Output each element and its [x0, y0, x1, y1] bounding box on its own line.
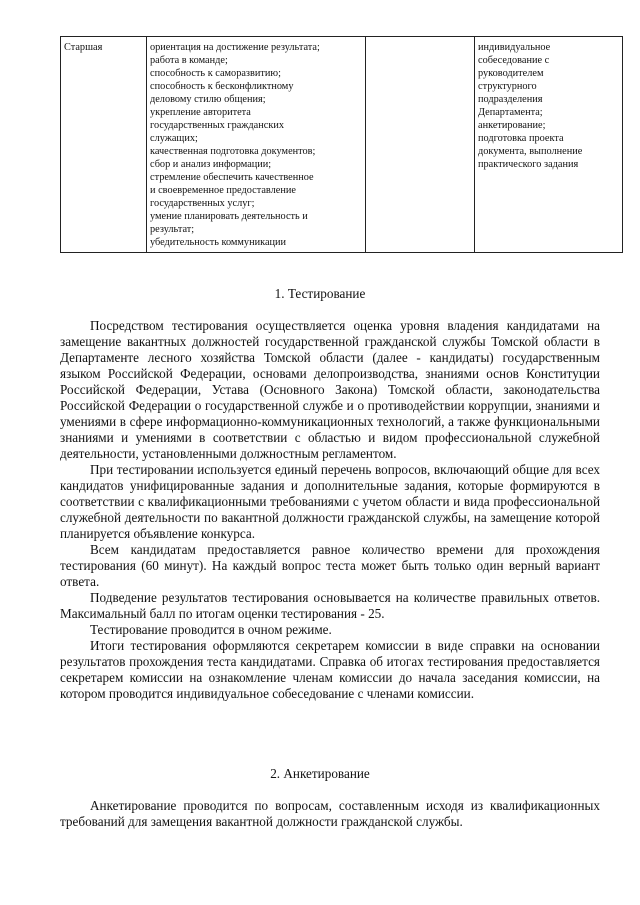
- table-row: [61, 37, 623, 253]
- competency-line: служащих;: [150, 133, 198, 144]
- competency-line: государственных гражданских: [150, 120, 284, 131]
- competency-line: работа в команде;: [150, 55, 228, 66]
- paragraph: Всем кандидатам предоставляется равное количество времени для прохождения тестирования (60 минут). На каждый вопрос теста может быть только один верный вариант ответа.: [60, 542, 600, 589]
- method-line: структурного: [478, 81, 537, 92]
- section-body-testing: [60, 318, 600, 702]
- section-body-questionnaire: [60, 798, 600, 830]
- competency-line: сбор и анализ информации;: [150, 159, 272, 170]
- qualification-table: [60, 36, 623, 253]
- table-cell-group: [61, 37, 147, 253]
- paragraph: Тестирование проводится в очном режиме.: [90, 622, 332, 637]
- method-line: анкетирование;: [478, 120, 546, 131]
- competency-line: укрепление авторитета: [150, 107, 251, 118]
- competency-line: убедительность коммуникации: [150, 237, 287, 248]
- paragraph: При тестировании используется единый перечень вопросов, включающий общие для всех кандидатов унифицированные задания и дополнительные задания, которые формируются в соответствии с квалификационными требованиями с учетом области и вида профессиональной служебной деятельности по вакантной должности гражданской службы, на замещение которой планируется объявление конкурса.: [60, 462, 600, 541]
- competency-line: способность к бесконфликтному: [150, 81, 294, 92]
- table-cell-competencies: [147, 37, 366, 253]
- method-line: руководителем: [478, 68, 544, 79]
- competency-line: умение планировать деятельность и: [150, 211, 308, 222]
- method-line: индивидуальное: [478, 42, 551, 53]
- competency-line: стремление обеспечить качественное: [150, 172, 314, 183]
- competency-line: качественная подготовка документов;: [150, 146, 316, 157]
- competency-line: ориентация на достижение результата;: [150, 42, 320, 53]
- table-cell-empty: [366, 37, 475, 253]
- competency-line: способность к саморазвитию;: [150, 68, 281, 79]
- competency-line: деловому стилю общения;: [150, 94, 266, 105]
- paragraph: Подведение результатов тестирования основывается на количестве правильных ответов. Максимальный балл по итогам оценки тестирования - 25.: [60, 590, 600, 621]
- method-line: собеседование с: [478, 55, 550, 66]
- method-line: практического задания: [478, 159, 579, 170]
- table-cell-methods: [475, 37, 623, 253]
- method-line: подразделения: [478, 94, 543, 105]
- paragraph: Итоги тестирования оформляются секретарем комиссии в виде справки на основании результатов прохождения теста кандидатами. Справка об итогах тестирования предоставляется секретарем комиссии на ознакомление членам комиссии до начала заседания комиссии, на котором проводится индивидуальное собеседование с членами комиссии.: [60, 638, 600, 701]
- section-title-questionnaire: 2. Анкетирование: [270, 766, 370, 781]
- method-line: подготовка проекта: [478, 133, 564, 144]
- competency-line: государственных услуг;: [150, 198, 255, 209]
- paragraph: Анкетирование проводится по вопросам, составленным исходя из квалификационных требований для замещения вакантной должности гражданской службы.: [60, 798, 600, 829]
- paragraph: Посредством тестирования осуществляется оценка уровня владения кандидатами на замещение вакантных должностей государственной гражданской службы Томской области в Департаменте лесного хозяйства Томской области (далее - кандидаты) государственным языком Российской Федерации, основами делопроизводства, знаниями основ Конституции Российской Федерации, Устава (Основного Закона) Томской области, законодательства Российской Федерации о государственной службе и о противодействии коррупции, знаниями и умениями в сфере информационно-коммуникационных технологий, а также функциональными знаниями и умениями в соответствии с областью и видом профессиональной служебной деятельности, установленными должностным регламентом.: [60, 318, 600, 461]
- competency-line: результат;: [150, 224, 195, 235]
- method-line: документа, выполнение: [478, 146, 583, 157]
- method-line: Департамента;: [478, 107, 543, 118]
- competency-line: и своевременное предоставление: [150, 185, 296, 196]
- group-name: Старшая: [64, 42, 103, 53]
- section-title-testing: 1. Тестирование: [274, 286, 366, 301]
